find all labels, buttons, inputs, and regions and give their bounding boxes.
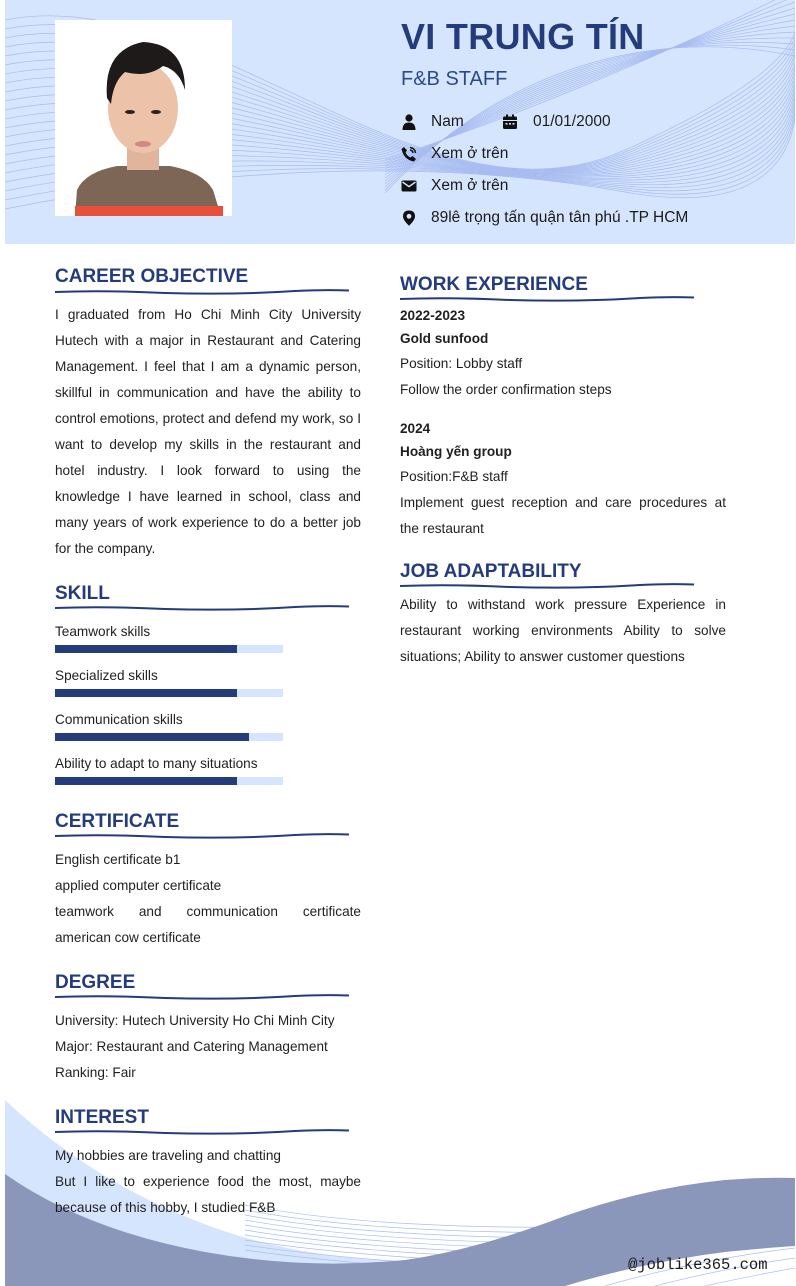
work-experience-underline — [400, 295, 694, 303]
job-company: Hoàng yến group — [400, 444, 512, 459]
dob-row — [502, 113, 611, 131]
skill-bar-track — [55, 689, 283, 697]
job-description: Follow the order confirmation steps — [400, 382, 612, 397]
work-experience-title: WORK EXPERIENCE — [400, 274, 588, 295]
skill-label: Teamwork skills — [55, 624, 151, 639]
skill-bar-fill — [55, 645, 237, 653]
gender-row — [401, 113, 464, 131]
calendar-icon — [502, 114, 518, 130]
job-period: 2022-2023 — [400, 308, 466, 323]
phone-value: Xem ở trên — [431, 145, 509, 162]
degree-underline — [55, 993, 349, 1001]
certificate-item: English certificate b1 — [55, 852, 181, 867]
gender-value: Nam — [431, 113, 464, 130]
skill-bar-fill — [55, 777, 237, 785]
skill-bar-fill — [55, 689, 237, 697]
phone-row — [401, 145, 508, 163]
degree-item: University: Hutech University Ho Chi Minh City — [55, 1013, 335, 1028]
certificate-underline — [55, 832, 349, 840]
user-icon — [401, 114, 417, 130]
job-period: 2024 — [400, 421, 431, 436]
job-position: Position:F&B staff — [400, 469, 508, 484]
certificate-title: CERTIFICATE — [55, 811, 180, 832]
skill-label: Communication skills — [55, 712, 183, 727]
phone-icon — [401, 146, 417, 162]
certificate-item: applied computer certificate — [55, 878, 222, 893]
certificate-item: teamwork and communication certificate — [55, 904, 361, 919]
job-description: Implement guest reception and care procedures at the restaurant — [400, 495, 726, 536]
resume-page — [5, 0, 795, 1286]
job-adaptability-title: JOB ADAPTABILITY — [400, 561, 582, 582]
degree-item: Major: Restaurant and Catering Management — [55, 1039, 328, 1054]
address-value: 89lê trọng tấn quận tân phú .TP HCM — [431, 209, 689, 226]
skill-underline — [55, 604, 349, 612]
skill-bar-track — [55, 645, 283, 653]
degree-title: DEGREE — [55, 972, 136, 993]
job-adaptability-underline — [400, 582, 694, 590]
skill-title: SKILL — [55, 583, 110, 604]
location-pin-icon — [401, 210, 417, 226]
watermark-text: @joblike365.com — [628, 1256, 768, 1274]
envelope-icon — [401, 178, 417, 194]
candidate-role: F&B STAFF — [401, 68, 508, 90]
skill-bar-track — [55, 733, 283, 741]
interest-title: INTEREST — [55, 1107, 149, 1128]
degree-item: Ranking: Fair — [55, 1065, 136, 1080]
job-position: Position: Lobby staff — [400, 356, 523, 371]
skill-bar-fill — [55, 733, 249, 741]
career-objective-text: I graduated from Ho Chi Minh City University Hutech with a major in Restaurant and Catering Management. I feel that I am a dynamic person, skillful in communication and have the ability to control emotions, protect and defend my work, so I want to develop my skills in the restaurant and hotel industry. I look forward to using the knowledge I have learned in school, class and many years of work experience to do a better job for the company. — [55, 307, 361, 556]
interest-item: My hobbies are traveling and chatting — [55, 1148, 281, 1163]
dob-value: 01/01/2000 — [533, 113, 611, 130]
career-objective-underline — [55, 288, 349, 296]
job-adaptability-text: Ability to withstand work pressure Experience in restaurant working environments Ability to solve situations; Ability to answer customer questions — [400, 597, 726, 664]
career-objective-title: CAREER OBJECTIVE — [55, 266, 249, 287]
interest-underline — [55, 1128, 349, 1136]
skill-label: Ability to adapt to many situations — [55, 756, 258, 771]
profile-photo — [55, 20, 232, 216]
email-row — [401, 177, 508, 195]
job-company: Gold sunfood — [400, 331, 489, 346]
skill-label: Specialized skills — [55, 668, 158, 683]
address-row — [401, 209, 688, 227]
skill-bar-track — [55, 777, 283, 785]
candidate-name: VI TRUNG TÍN — [401, 16, 645, 57]
interest-item: But I like to experience food the most, maybe because of this hobby, I studied F&B — [55, 1174, 361, 1215]
certificate-item: american cow certificate — [55, 930, 201, 945]
email-value: Xem ở trên — [431, 177, 509, 194]
